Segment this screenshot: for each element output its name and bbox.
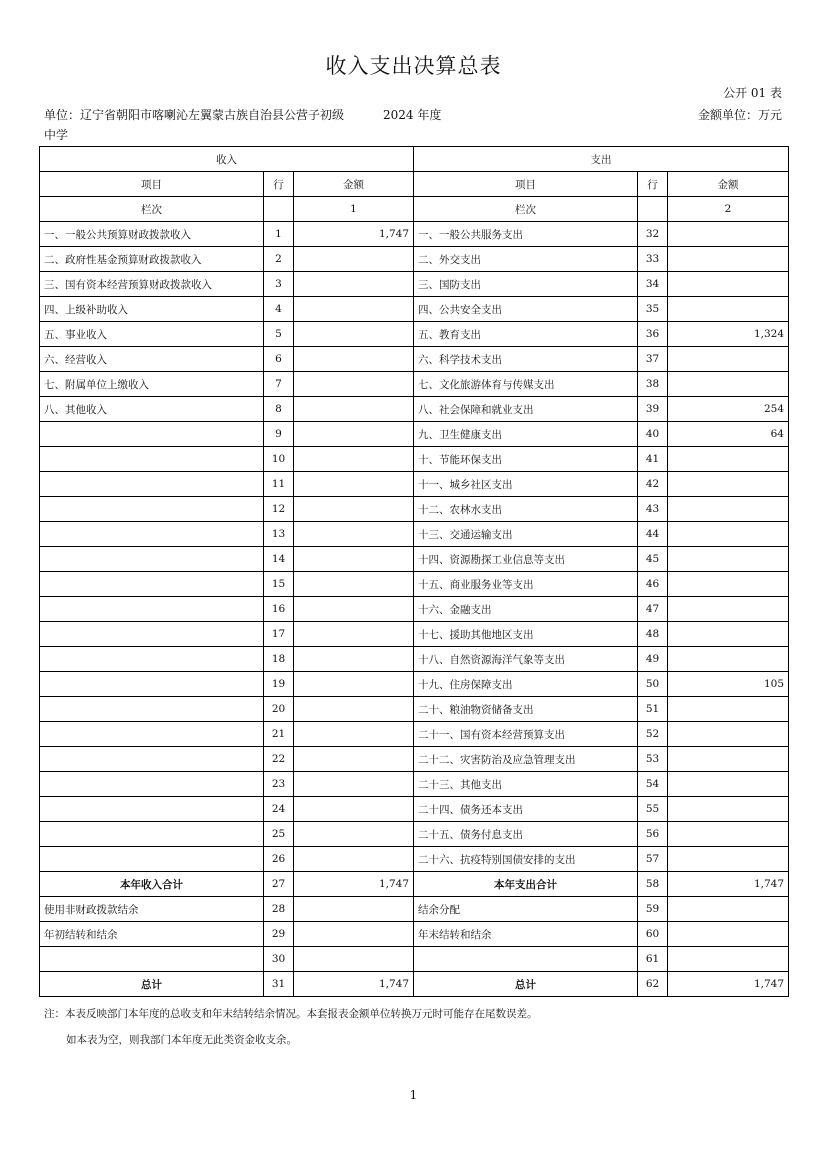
income-item-cell: 三、国有资本经营预算财政拨款收入 — [40, 272, 264, 297]
expense-line-cell: 46 — [638, 572, 668, 597]
table-row — [40, 247, 789, 272]
table-row — [40, 872, 789, 897]
expense-item-cell — [414, 947, 638, 972]
income-item-cell — [40, 722, 264, 747]
income-amount-cell — [294, 447, 414, 472]
income-line-cell: 2 — [264, 247, 294, 272]
income-amount-cell — [294, 647, 414, 672]
expense-item-cell: 十一、城乡社区支出 — [414, 472, 638, 497]
expense-line-cell: 50 — [638, 672, 668, 697]
income-item-cell — [40, 772, 264, 797]
table-row — [40, 597, 789, 622]
income-item-cell: 一、一般公共预算财政拨款收入 — [40, 222, 264, 247]
income-line-cell: 14 — [264, 547, 294, 572]
expense-item-cell: 八、社会保障和就业支出 — [414, 397, 638, 422]
expense-amount-cell: 105 — [668, 672, 789, 697]
expense-line-cell: 42 — [638, 472, 668, 497]
expense-amount-header: 金额 — [668, 172, 789, 197]
expense-line-cell: 47 — [638, 597, 668, 622]
expense-item-cell: 二十六、抗疫特别国债安排的支出 — [414, 847, 638, 872]
expense-line-cell: 57 — [638, 847, 668, 872]
income-item-cell — [40, 947, 264, 972]
income-line-cell: 29 — [264, 922, 294, 947]
expense-amount-cell — [668, 522, 789, 547]
table-row — [40, 672, 789, 697]
income-line-cell: 4 — [264, 297, 294, 322]
expense-item-cell: 二十二、灾害防治及应急管理支出 — [414, 747, 638, 772]
expense-item-cell: 四、公共安全支出 — [414, 297, 638, 322]
income-line-cell: 19 — [264, 672, 294, 697]
income-line-cell: 9 — [264, 422, 294, 447]
expense-amount-cell: 1,747 — [668, 972, 789, 997]
expense-item-cell: 二、外交支出 — [414, 247, 638, 272]
income-amount-cell: 1,747 — [294, 972, 414, 997]
income-amount-cell — [294, 372, 414, 397]
expense-amount-cell — [668, 547, 789, 572]
expense-line-cell: 54 — [638, 772, 668, 797]
empty-table-note: 如本表为空，则我部门本年度无此类资金收支余。 — [66, 1034, 297, 1046]
income-amount-cell — [294, 347, 414, 372]
income-line-cell: 26 — [264, 847, 294, 872]
expense-amount-cell — [668, 622, 789, 647]
expense-item-cell: 十九、住房保障支出 — [414, 672, 638, 697]
income-amount-cell — [294, 722, 414, 747]
table-row — [40, 497, 789, 522]
income-item-cell — [40, 697, 264, 722]
income-amount-cell — [294, 297, 414, 322]
income-amount-cell — [294, 472, 414, 497]
income-line-cell: 22 — [264, 747, 294, 772]
income-amount-header: 金额 — [294, 172, 414, 197]
income-amount-cell — [294, 897, 414, 922]
income-item-cell: 二、政府性基金预算财政拨款收入 — [40, 247, 264, 272]
income-amount-cell — [294, 747, 414, 772]
income-amount-cell — [294, 622, 414, 647]
table-row — [40, 547, 789, 572]
expense-item-cell: 十八、自然资源海洋气象等支出 — [414, 647, 638, 672]
empty-cell — [638, 197, 668, 222]
expense-item-cell: 十、节能环保支出 — [414, 447, 638, 472]
income-item-cell — [40, 422, 264, 447]
income-line-cell: 10 — [264, 447, 294, 472]
income-line-cell: 13 — [264, 522, 294, 547]
income-amount-cell: 1,747 — [294, 872, 414, 897]
expense-amount-cell — [668, 772, 789, 797]
income-item-cell: 六、经营收入 — [40, 347, 264, 372]
income-line-cell: 3 — [264, 272, 294, 297]
table-row — [40, 922, 789, 947]
income-amount-cell — [294, 797, 414, 822]
expense-amount-cell — [668, 222, 789, 247]
income-item-cell — [40, 747, 264, 772]
expense-line-cell: 62 — [638, 972, 668, 997]
income-item-cell — [40, 522, 264, 547]
expense-amount-cell — [668, 647, 789, 672]
expense-line-cell: 48 — [638, 622, 668, 647]
expense-line-cell: 40 — [638, 422, 668, 447]
expense-item-cell: 十三、交通运输支出 — [414, 522, 638, 547]
expense-line-cell: 52 — [638, 722, 668, 747]
expense-amount-cell — [668, 472, 789, 497]
expense-item-header: 项目 — [414, 172, 638, 197]
income-amount-cell — [294, 822, 414, 847]
income-line-cell: 24 — [264, 797, 294, 822]
table-row — [40, 847, 789, 872]
expense-amount-cell — [668, 947, 789, 972]
table-row — [40, 397, 789, 422]
expense-item-cell: 十二、农林水支出 — [414, 497, 638, 522]
income-item-cell — [40, 847, 264, 872]
income-amount-cell — [294, 922, 414, 947]
income-item-cell — [40, 647, 264, 672]
income-line-cell: 1 — [264, 222, 294, 247]
table-row — [40, 622, 789, 647]
income-line-cell: 6 — [264, 347, 294, 372]
income-amount-cell — [294, 247, 414, 272]
expense-line-cell: 51 — [638, 697, 668, 722]
expense-line-cell: 56 — [638, 822, 668, 847]
income-line-cell: 25 — [264, 822, 294, 847]
expense-amount-cell — [668, 572, 789, 597]
income-header: 收入 — [40, 147, 414, 172]
expense-row-label: 栏次 — [414, 197, 638, 222]
column-header-row — [40, 172, 789, 197]
income-line-cell: 31 — [264, 972, 294, 997]
income-item-cell: 本年收入合计 — [40, 872, 264, 897]
expense-line-cell: 32 — [638, 222, 668, 247]
expense-item-cell: 十六、金融支出 — [414, 597, 638, 622]
expense-line-cell: 44 — [638, 522, 668, 547]
expense-item-cell: 九、卫生健康支出 — [414, 422, 638, 447]
expense-item-cell: 七、文化旅游体育与传媒支出 — [414, 372, 638, 397]
table-row — [40, 347, 789, 372]
table-row — [40, 822, 789, 847]
expense-item-cell: 结余分配 — [414, 897, 638, 922]
income-amount-cell — [294, 322, 414, 347]
expense-amount-cell — [668, 922, 789, 947]
expense-amount-cell: 254 — [668, 397, 789, 422]
income-item-cell — [40, 547, 264, 572]
table-row — [40, 297, 789, 322]
income-amount-cell — [294, 847, 414, 872]
expense-amount-cell — [668, 272, 789, 297]
expense-amount-cell — [668, 822, 789, 847]
expense-amount-cell: 64 — [668, 422, 789, 447]
expense-item-cell: 二十五、债务付息支出 — [414, 822, 638, 847]
income-line-cell: 17 — [264, 622, 294, 647]
income-line-cell: 5 — [264, 322, 294, 347]
table-row — [40, 722, 789, 747]
income-item-cell: 年初结转和结余 — [40, 922, 264, 947]
income-amount-cell: 1,747 — [294, 222, 414, 247]
form-number: 公开 01 表 — [723, 86, 782, 100]
expense-line-cell: 49 — [638, 647, 668, 672]
expense-amount-cell — [668, 447, 789, 472]
income-item-cell: 八、其他收入 — [40, 397, 264, 422]
table-row — [40, 422, 789, 447]
income-item-cell — [40, 597, 264, 622]
table-row — [40, 947, 789, 972]
expense-line-header: 行 — [638, 172, 668, 197]
expense-item-cell: 二十三、其他支出 — [414, 772, 638, 797]
expense-line-cell: 36 — [638, 322, 668, 347]
income-line-cell: 8 — [264, 397, 294, 422]
expense-amount-cell — [668, 797, 789, 822]
income-item-cell — [40, 822, 264, 847]
table-row — [40, 447, 789, 472]
expense-line-cell: 45 — [638, 547, 668, 572]
income-item-cell — [40, 672, 264, 697]
expense-amount-cell: 1,324 — [668, 322, 789, 347]
expense-line-cell: 41 — [638, 447, 668, 472]
summary-table — [39, 146, 789, 997]
table-row — [40, 322, 789, 347]
table-row — [40, 472, 789, 497]
expense-item-cell: 二十四、债务还本支出 — [414, 797, 638, 822]
income-line-cell: 16 — [264, 597, 294, 622]
income-item-cell — [40, 622, 264, 647]
income-amount-cell — [294, 522, 414, 547]
income-item-cell — [40, 497, 264, 522]
table-row — [40, 772, 789, 797]
table-row — [40, 272, 789, 297]
expense-item-cell: 二十、粮油物资储备支出 — [414, 697, 638, 722]
income-amount-cell — [294, 697, 414, 722]
expense-amount-cell — [668, 747, 789, 772]
income-line-cell: 12 — [264, 497, 294, 522]
income-amount-cell — [294, 772, 414, 797]
footnote: 注：本表反映部门本年度的总收支和年末结转结余情况。本套报表金额单位转换万元时可能存在尾数误差。 — [44, 1008, 538, 1020]
income-amount-cell — [294, 597, 414, 622]
expense-line-cell: 53 — [638, 747, 668, 772]
expense-item-cell: 十七、援助其他地区支出 — [414, 622, 638, 647]
income-amount-cell — [294, 497, 414, 522]
income-amount-cell — [294, 547, 414, 572]
expense-column-number: 2 — [668, 197, 789, 222]
income-amount-cell — [294, 272, 414, 297]
income-line-cell: 23 — [264, 772, 294, 797]
expense-amount-cell — [668, 847, 789, 872]
expense-amount-cell — [668, 697, 789, 722]
expense-amount-cell — [668, 247, 789, 272]
table-row — [40, 572, 789, 597]
expense-item-cell: 十五、商业服务业等支出 — [414, 572, 638, 597]
income-item-header: 项目 — [40, 172, 264, 197]
page-title: 收入支出决算总表 — [325, 54, 502, 78]
income-line-cell: 7 — [264, 372, 294, 397]
table-row — [40, 222, 789, 247]
page-number: 1 — [409, 1088, 418, 1102]
income-item-cell — [40, 472, 264, 497]
expense-line-cell: 60 — [638, 922, 668, 947]
income-line-cell: 28 — [264, 897, 294, 922]
income-amount-cell — [294, 422, 414, 447]
expense-line-cell: 55 — [638, 797, 668, 822]
expense-item-cell: 六、科学技术支出 — [414, 347, 638, 372]
section-header-row — [40, 147, 789, 172]
income-line-cell: 11 — [264, 472, 294, 497]
expense-amount-cell: 1,747 — [668, 872, 789, 897]
income-amount-cell — [294, 947, 414, 972]
income-amount-cell — [294, 672, 414, 697]
income-item-cell — [40, 572, 264, 597]
income-row-label: 栏次 — [40, 197, 264, 222]
income-line-cell: 21 — [264, 722, 294, 747]
table-row — [40, 747, 789, 772]
table-row — [40, 372, 789, 397]
expense-line-cell: 61 — [638, 947, 668, 972]
expense-item-cell: 五、教育支出 — [414, 322, 638, 347]
expense-amount-cell — [668, 897, 789, 922]
expense-line-cell: 58 — [638, 872, 668, 897]
empty-cell — [264, 197, 294, 222]
income-item-cell: 四、上级补助收入 — [40, 297, 264, 322]
income-item-cell — [40, 797, 264, 822]
expense-item-cell: 总计 — [414, 972, 638, 997]
expense-line-cell: 59 — [638, 897, 668, 922]
table-row — [40, 797, 789, 822]
income-item-cell: 总计 — [40, 972, 264, 997]
expense-amount-cell — [668, 722, 789, 747]
expense-line-cell: 33 — [638, 247, 668, 272]
expense-line-cell: 35 — [638, 297, 668, 322]
column-number-row — [40, 197, 789, 222]
expense-line-cell: 39 — [638, 397, 668, 422]
income-item-cell: 使用非财政拨款结余 — [40, 897, 264, 922]
income-column-number: 1 — [294, 197, 414, 222]
expense-amount-cell — [668, 372, 789, 397]
income-line-cell: 15 — [264, 572, 294, 597]
income-item-cell — [40, 447, 264, 472]
table-row — [40, 897, 789, 922]
income-line-header: 行 — [264, 172, 294, 197]
expense-line-cell: 43 — [638, 497, 668, 522]
expense-item-cell: 三、国防支出 — [414, 272, 638, 297]
expense-amount-cell — [668, 597, 789, 622]
expense-item-cell: 本年支出合计 — [414, 872, 638, 897]
table-row — [40, 697, 789, 722]
income-item-cell: 五、事业收入 — [40, 322, 264, 347]
expense-item-cell: 二十一、国有资本经营预算支出 — [414, 722, 638, 747]
table-row — [40, 647, 789, 672]
expense-amount-cell — [668, 297, 789, 322]
expense-item-cell: 一、一般公共服务支出 — [414, 222, 638, 247]
table-row — [40, 972, 789, 997]
expense-amount-cell — [668, 347, 789, 372]
income-line-cell: 30 — [264, 947, 294, 972]
fiscal-year: 2024 年度 — [383, 108, 442, 122]
unit-label: 单位：辽宁省朝阳市喀喇沁左翼蒙古族自治县公营子初级中学 — [44, 108, 345, 142]
expense-line-cell: 34 — [638, 272, 668, 297]
income-line-cell: 20 — [264, 697, 294, 722]
amount-unit: 金额单位：万元 — [697, 108, 782, 122]
income-amount-cell — [294, 397, 414, 422]
expense-item-cell: 十四、资源勘探工业信息等支出 — [414, 547, 638, 572]
expense-header: 支出 — [414, 147, 789, 172]
table-row — [40, 522, 789, 547]
expense-amount-cell — [668, 497, 789, 522]
expense-line-cell: 37 — [638, 347, 668, 372]
expense-item-cell: 年末结转和结余 — [414, 922, 638, 947]
income-line-cell: 18 — [264, 647, 294, 672]
income-item-cell: 七、附属单位上缴收入 — [40, 372, 264, 397]
income-amount-cell — [294, 572, 414, 597]
expense-line-cell: 38 — [638, 372, 668, 397]
income-line-cell: 27 — [264, 872, 294, 897]
